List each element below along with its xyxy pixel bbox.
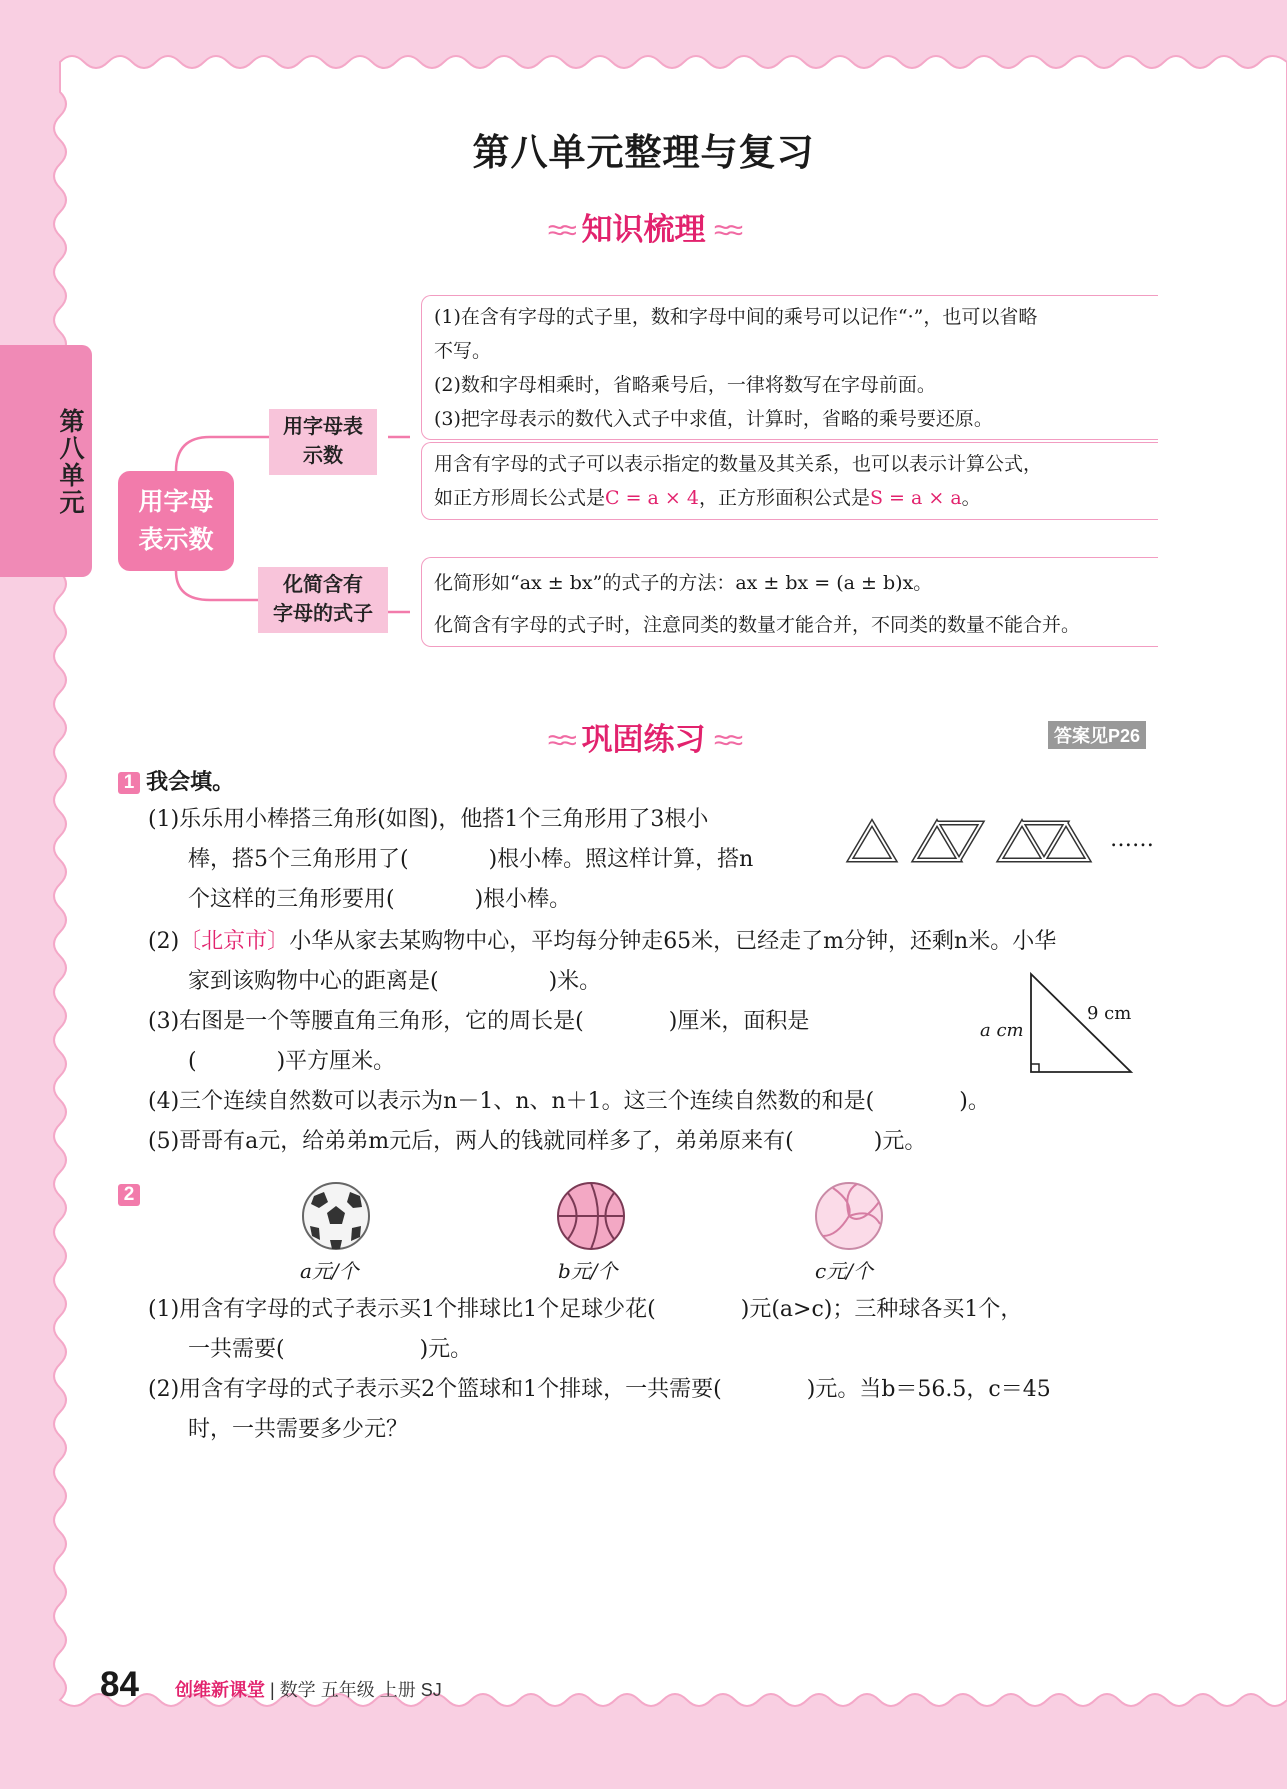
q1-part2-line2 xyxy=(188,962,601,1002)
q2-p1-text: 一共需要( xyxy=(188,1337,285,1362)
q2-heading xyxy=(118,1184,140,1206)
q1-p5-text: (5)哥哥有a元，给弟弟m元后，两人的钱就同样多了，弟弟原来有( xyxy=(148,1129,794,1154)
q1-part3-line2 xyxy=(188,1042,395,1082)
wave-right-icon: ≈≈ xyxy=(714,214,740,247)
q2-p1-text: )元。 xyxy=(419,1337,473,1362)
wave-left-icon: ≈≈ xyxy=(547,214,573,247)
q1-part3-line1 xyxy=(148,1002,809,1042)
region-tag: 〔北京市〕 xyxy=(179,929,290,954)
q1-p4-text: )。 xyxy=(959,1089,990,1114)
q1-p2-text: )米。 xyxy=(548,969,602,994)
q1-p2-text: 小华从家去某购物中心，平均每分钟走65米，已经走了m分钟，还剩n米。小华 xyxy=(289,929,1057,954)
mindmap-box-rules xyxy=(421,295,1158,440)
formula-text-b: ，正方形面积公式是 xyxy=(698,487,870,509)
volleyball-icon xyxy=(813,1180,885,1252)
formula-line-2 xyxy=(434,481,1158,515)
mindmap-root-line2: 表示数 xyxy=(138,526,214,554)
q2-p2-text: (2)用含有字母的式子表示买2个篮球和1个排球，一共需要( xyxy=(148,1377,722,1402)
basketball-icon xyxy=(555,1180,627,1252)
triangle-hypotenuse-label: 9 cm xyxy=(1087,1003,1132,1024)
q1-p3-text: (3)右图是一个等腰直角三角形，它的周长是( xyxy=(148,1009,584,1034)
q1-badge: 1 xyxy=(118,772,140,794)
simplify-note: 化简含有字母的式子时，注意同类的数量才能合并，不同类的数量不能合并。 xyxy=(434,614,1081,636)
q1-part1-line3 xyxy=(188,880,571,920)
q1-p1-text: 个这样的三角形要用( xyxy=(188,887,395,912)
formula-text-c: 。 xyxy=(961,487,981,509)
football-icon xyxy=(300,1180,372,1252)
q1-p4-text: (4)三个连续自然数可以表示为n－1、n、n＋1。这三个连续自然数的和是( xyxy=(148,1089,875,1114)
rule-3: (3)把字母表示的数代入式子中求值，计算时，省略的乘号要还原。 xyxy=(434,408,993,430)
q2-p2-text: )元。当b＝56.5，c＝45 xyxy=(806,1377,1051,1402)
branch-1-line2: 示数 xyxy=(303,445,343,467)
section-header-knowledge xyxy=(0,204,1287,249)
q1-part2-line1 xyxy=(148,922,1056,962)
q1-p3-text: )平方厘米。 xyxy=(276,1049,396,1074)
formula-text-a: 如正方形周长公式是 xyxy=(434,487,606,509)
q1-part1-line1: (1)乐乐用小棒搭三角形(如图)，他搭1个三角形用了3根小 xyxy=(148,807,709,832)
answer-reference: 答案见P26 xyxy=(1048,721,1146,749)
footer-book-info: 数学 五年级 上册 SJ xyxy=(279,1680,442,1700)
q1-part4 xyxy=(148,1082,990,1122)
q1-p5-text: )元。 xyxy=(873,1129,927,1154)
q1-title: 我会填。 xyxy=(146,769,235,794)
branch-2-line2: 字母的式子 xyxy=(273,603,373,625)
q1-p1-text: )根小棒。 xyxy=(474,887,572,912)
perimeter-formula: C = a × 4 xyxy=(605,487,699,509)
q2-p1-text: )元(a>c)；三种球各买1个， xyxy=(740,1297,1023,1322)
footer-brand: 创维新课堂 xyxy=(175,1680,265,1700)
formula-line-1: 用含有字母的式子可以表示指定的数量及其关系，也可以表示计算公式， xyxy=(434,453,1043,475)
q1-p2-text: 家到该购物中心的距离是( xyxy=(188,969,439,994)
side-tab-label: 第八单元 xyxy=(56,408,84,516)
section-title: 巩固练习 xyxy=(581,722,706,757)
q2-part2-line2: 时，一共需要多少元？ xyxy=(188,1417,409,1442)
page-title: 第八单元整理与复习 xyxy=(472,130,815,174)
football-price-label: a元/个 xyxy=(300,1259,359,1283)
q1-p3-text: )厘米，面积是 xyxy=(668,1009,810,1034)
footer-info: 创维新课堂 | 数学 五年级 上册 SJ xyxy=(175,1680,442,1700)
q1-p1-text: )根小棒。照这样计算，搭n xyxy=(488,847,754,872)
q2-part2-line1 xyxy=(148,1370,1051,1410)
q1-part5 xyxy=(148,1122,926,1162)
stick-triangles-figure xyxy=(845,815,1155,865)
simplify-method: 化简形如“ax ± bx”的式子的方法：ax ± bx = (a ± b)x。 xyxy=(434,572,933,594)
q2-badge: 2 xyxy=(118,1184,140,1206)
wave-left-icon: ≈≈ xyxy=(547,724,573,757)
mindmap-root xyxy=(118,471,234,571)
mindmap-branch-2 xyxy=(258,567,388,633)
mindmap-root-line1: 用字母 xyxy=(138,488,214,516)
basketball-price-label: b元/个 xyxy=(558,1259,618,1283)
q1-p2-num: (2) xyxy=(148,929,180,954)
q1-heading xyxy=(118,762,234,802)
volleyball-price-label: c元/个 xyxy=(815,1259,873,1283)
q1-part1-line2 xyxy=(188,840,753,880)
triangle-leg-label: a cm xyxy=(980,1020,1024,1041)
mindmap-branch-1 xyxy=(269,409,377,475)
branch-1-line1: 用字母表 xyxy=(283,416,363,438)
q2-p1-text: (1)用含有字母的式子表示买1个排球比1个足球少花( xyxy=(148,1297,656,1322)
figure-ellipsis: …… xyxy=(1110,827,1154,852)
rule-1: (1)在含有字母的式子里，数和字母中间的乘号可以记作“·”，也可以省略 xyxy=(434,306,1038,328)
q2-part1-line1 xyxy=(148,1290,1022,1330)
page-number: 84 xyxy=(100,1665,139,1704)
rule-2: (2)数和字母相乘时，省略乘号后，一律将数写在字母前面。 xyxy=(434,374,936,396)
mindmap-box-formulas xyxy=(421,442,1158,520)
wave-right-icon: ≈≈ xyxy=(714,724,740,757)
q1-p3-text: ( xyxy=(188,1049,197,1074)
q1-p1-text: 棒，搭5个三角形用了( xyxy=(188,847,409,872)
branch-2-line1: 化简含有 xyxy=(283,574,363,596)
section-title: 知识梳理 xyxy=(581,212,706,247)
rule-1-cont: 不写。 xyxy=(434,340,492,362)
area-formula: S = a × a xyxy=(869,487,962,509)
mindmap-box-simplify xyxy=(421,557,1158,647)
q2-part1-line2 xyxy=(188,1330,472,1370)
